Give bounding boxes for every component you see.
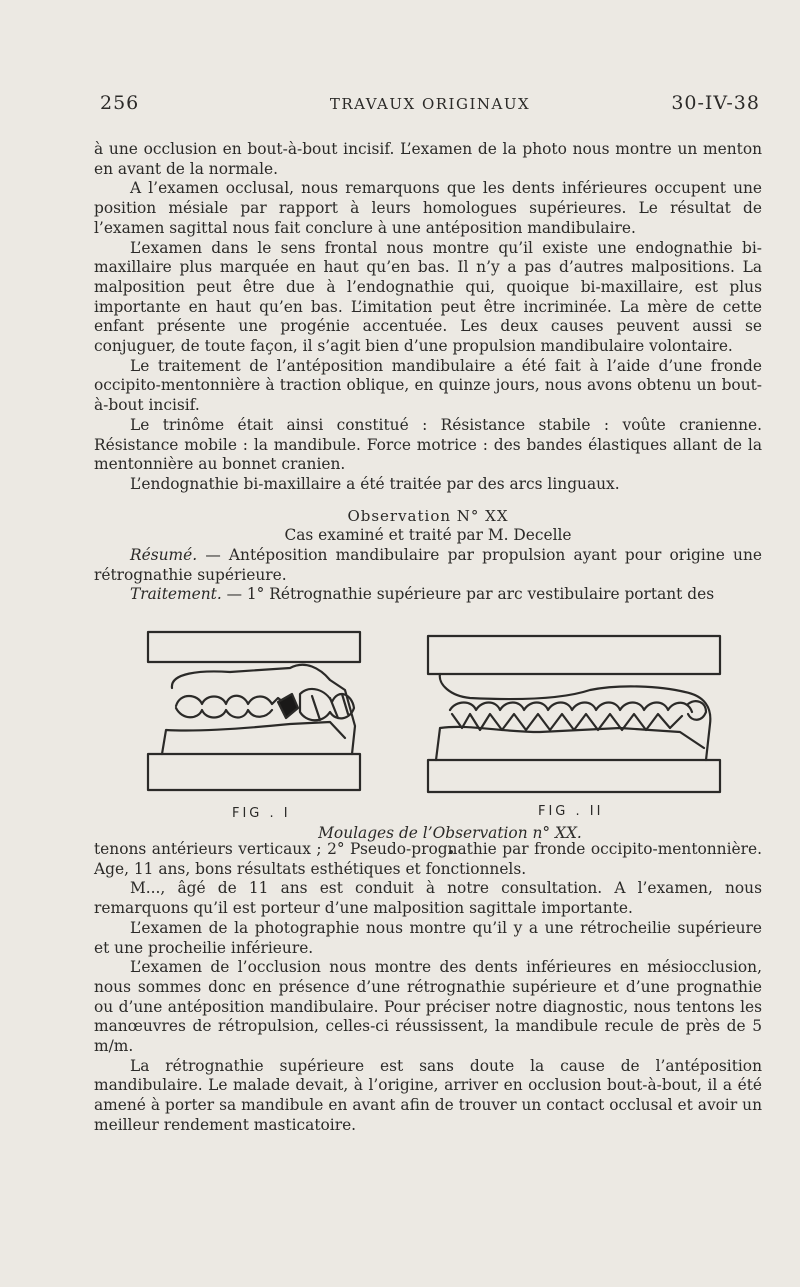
paragraph: L’examen dans le sens frontal nous montre qu’il existe une endognathie bi-maxillaire plus marquée en haut qu’en bas. Il n’y a pas d’autres malpositions. La malposition peut être due à l’endognathie qui, quoique bi-maxillaire, est plus importante en haut qu’en bas. L’imitation peut être incriminée. La mère de cette enfant présente une progénie accentuée. Les deux causes peuvent aussi se conjuguer, de toute façon, il s’agit bien d’une propulsion mandibulaire volontaire. <box>94 238 762 356</box>
journal-title: TRAVAUX ORIGINAUX <box>329 95 531 113</box>
paragraph: Le traitement de l’antéposition mandibulaire a été fait à l’aide d’une fronde occipito-mentonnière à traction oblique, en quinze jours, nous avons obtenu un bout-à-bout incisif. <box>94 356 762 415</box>
fig1-label: FIG . I <box>232 806 291 821</box>
fig1-cast <box>148 632 360 790</box>
fig1-upper-gum <box>172 665 355 754</box>
issue-date: 30-IV-38 <box>671 92 760 114</box>
resume-paragraph <box>94 546 762 585</box>
traitement-label: Traitement. <box>130 585 222 604</box>
fig1-upper-base <box>148 632 360 662</box>
paragraph: L’endognathie bi-maxillaire a été traitée par des arcs linguaux. <box>130 474 620 493</box>
fig1-dark-gap <box>278 694 298 718</box>
fig2-cast <box>428 636 720 792</box>
observation-title: Observation N° XX <box>347 506 509 525</box>
traitement-text: — 1° Rétrognathie supérieure par arc vestibulaire portant des <box>221 585 715 604</box>
fig2-upper-teeth <box>450 703 692 713</box>
paragraph: M..., âgé de 11 ans est conduit à notre consultation. A l’examen, nous remarquons qu’il est porteur d’une malposition sagittale importante. <box>94 879 762 918</box>
fig1-upper-teeth <box>176 696 288 706</box>
traitement-paragraph <box>94 585 762 605</box>
text-block-top <box>94 140 762 605</box>
fig1-lower-base <box>148 754 360 790</box>
fig2-upper-base <box>428 636 720 674</box>
fig1-lower-teeth <box>176 708 272 718</box>
paragraph: à une occlusion en bout-à-bout incisif. L’examen de la photo nous montre un menton en avant de la normale. <box>94 140 762 178</box>
fig1-lower-gum <box>162 722 345 754</box>
figure-caption: Moulages de l’Observation n° XX. <box>318 824 582 842</box>
fig2-upper-gum <box>440 674 711 760</box>
figures <box>140 628 730 848</box>
resume-label: Résumé. <box>130 546 198 565</box>
dental-casts-drawing <box>140 628 730 818</box>
page-number: 256 <box>100 92 140 114</box>
paragraph: La rétrognathie supérieure est sans doute la cause de l’antéposition mandibulaire. Le malade devait, à l’origine, arriver en occlusion bout-à-bout, il a été amené à porter sa mandibule en avant afin de trouver un contact occlusal et avoir un meilleur rendement masticatoire. <box>94 1056 762 1134</box>
running-head <box>100 92 760 118</box>
paragraph: L’examen de l’occlusion nous montre des dents inférieures en mésiocclusion, nous sommes donc en présence d’une rétrognathie supérieure et d’une prognathie ou d’une antéposition mandibulaire. Pour préciser notre diagnostic, nous tentons les manœuvres de rétropulsion, celles-ci réussissent, la mandibule recule de près de 5 m/m. <box>94 958 762 1056</box>
paragraph: Le trinôme était ainsi constitué : Résistance stabile : voûte cranienne. Résistance mobile : la mandibule. Force motrice : des bandes élastiques allant de la mentonnière au bonnet cranien. <box>94 415 762 474</box>
paragraph: tenons antérieurs verticaux ; 2° Pseudo-prognathie par fronde occipito-mentonnière. Age, 11 ans, bons résultats esthétiques et fonctionnels. <box>94 840 762 878</box>
fig2-label: FIG . II <box>538 804 604 819</box>
observation-subtitle: Cas examiné et traité par M. Decelle <box>284 526 572 545</box>
resume-text: — Antéposition mandibulaire par propulsion ayant pour origine une rétrognathie supérieure. <box>94 546 762 584</box>
fig2-lower-gum <box>436 727 704 760</box>
paragraph: L’examen de la photographie nous montre qu’il y a une rétrocheilie supérieure et une procheilie inférieure. <box>94 918 762 957</box>
text-block-bottom <box>94 840 762 1136</box>
fig2-lower-base <box>428 760 720 792</box>
paragraph: A l’examen occlusal, nous remarquons que les dents inférieures occupent une position mésiale par rapport à leurs homologues supérieures. Le résultat de l’examen sagittal nous fait conclure à une antéposition mandibulaire. <box>94 179 762 237</box>
